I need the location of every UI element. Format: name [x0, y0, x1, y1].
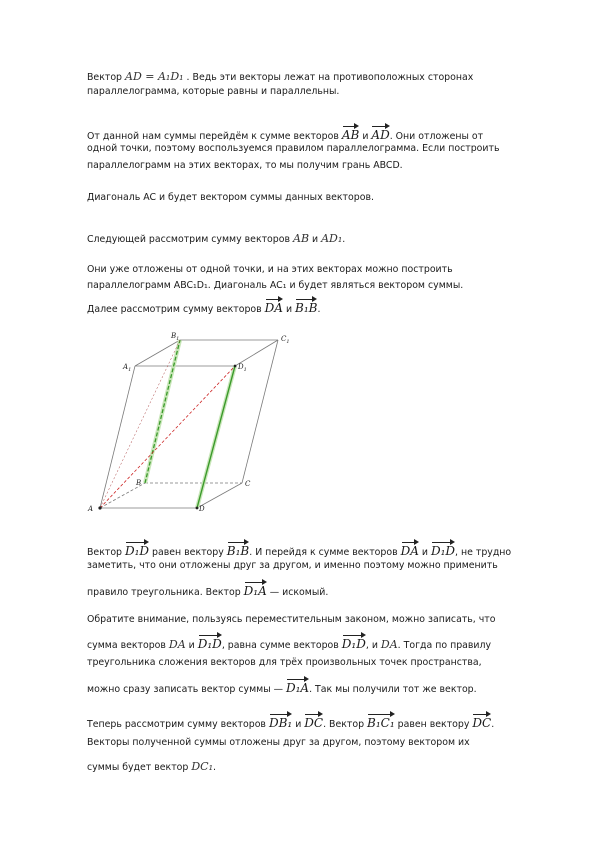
vector-dc1: DC₁ — [191, 760, 213, 773]
p7-line2: сумма векторов DA и D₁D, равна сумме векторов D₁D, и DA. Тогда по правилу — [87, 633, 491, 652]
vector-d1d: D₁D — [125, 540, 149, 557]
formula-ad-equals-a1d1: AD = A₁D₁ — [125, 70, 184, 83]
label-d1: $D_1$ — [238, 363, 247, 373]
vector-b1c1: B₁C₁ — [367, 712, 395, 729]
edge-c-c1 — [242, 340, 278, 483]
vector-d1d-2: D₁D — [431, 540, 455, 557]
p8-line1: Теперь рассмотрим сумму векторов DB₁ и DC. Вектор B₁C₁ равен вектору DC. — [87, 712, 494, 731]
p4-line1: Следующей рассмотрим сумму векторов AB и AD₁. — [87, 228, 345, 246]
p7-line4: можно сразу записать вектор суммы — D₁A. Так мы получили тот же вектор. — [87, 677, 477, 696]
vector-b1b: B₁B — [295, 297, 317, 314]
vector-d1d-3: D₁D — [198, 633, 222, 650]
p7-line3: треугольника сложения векторов для трёх произвольных точек пространства, — [87, 657, 482, 668]
vector-da-4: DA — [380, 638, 398, 651]
p2-line1: От данной нам суммы перейдём к сумме векторов AB и AD. Они отложены от — [87, 124, 483, 143]
vector-d1a-2: D₁A — [286, 677, 309, 694]
label-b1: $B_1$ — [171, 332, 180, 342]
p7-line1: Обратите внимание, пользуясь переместительным законом, можно записать, что — [87, 614, 496, 625]
vector-da-2: DA — [401, 540, 419, 557]
p6-line3: правило треугольника. Вектор D₁A — искомый. — [87, 580, 328, 599]
p2-line2: одной точки, поэтому воспользуемся правилом параллелограмма. Если построить — [87, 143, 500, 154]
label-b: B — [136, 479, 142, 487]
vector-dc-2: DC — [472, 712, 491, 729]
p2-line3: параллелограмм на этих векторах, то мы получим грань ABCD. — [87, 160, 403, 171]
p3-line1: Диагональ AC и будет вектором суммы данных векторов. — [87, 192, 374, 203]
edge-a-a1 — [100, 366, 135, 508]
vector-d1d-4: D₁D — [342, 633, 366, 650]
p8-line3: суммы будет вектор DC₁. — [87, 756, 216, 774]
parallelepiped-diagram — [85, 328, 300, 518]
vector-ab: AB — [342, 124, 359, 141]
vector-da-3: DA — [168, 638, 186, 651]
p8-line2: Векторы полученной суммы отложены друг за другом, поэтому вектором их — [87, 737, 470, 748]
vector-b1b-2: B₁B — [227, 540, 249, 557]
vector-da: DA — [265, 297, 283, 314]
vector-ad: AD — [371, 124, 389, 141]
p5-line3: Далее рассмотрим сумму векторов DA и B₁B. — [87, 297, 320, 316]
p1-line2: параллелограмма, которые равны и параллельны. — [87, 86, 340, 97]
p5-line2: параллелограмм ABC₁D₁. Диагональ AC₁ и будет являться вектором суммы. — [87, 280, 464, 291]
p6-line2: заметить, что они отложены друг за другом, и именно поэтому можно применить — [87, 560, 498, 571]
label-c1: $C_1$ — [281, 335, 290, 345]
label-c: C — [245, 480, 251, 488]
vector-ab-2: AB — [293, 232, 310, 245]
label-d: D — [199, 505, 205, 513]
p6-line1: Вектор D₁D равен вектору B₁B. И перейдя к сумме векторов DA и D₁D, не трудно — [87, 540, 511, 559]
label-a1: $A_1$ — [123, 363, 132, 373]
vector-ad1: AD₁ — [321, 232, 343, 245]
p1-line1: Вектор AD = A₁D₁ . Ведь эти векторы лежат на противоположных сторонах — [87, 66, 473, 84]
p5-line1: Они уже отложены от одной точки, и на этих векторах можно построить — [87, 264, 453, 275]
vector-db1: DB₁ — [269, 712, 292, 729]
label-a: A — [88, 505, 94, 513]
vector-d1a: D₁A — [244, 580, 267, 597]
vector-dc: DC — [304, 712, 323, 729]
